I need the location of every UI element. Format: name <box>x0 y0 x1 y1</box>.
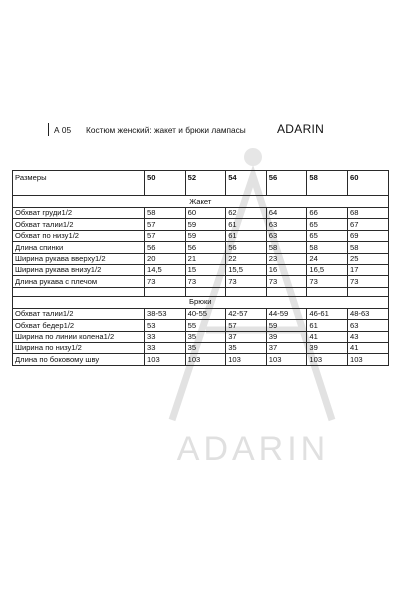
measurement-row <box>13 308 389 319</box>
measurement-label-cell: Обхват бедер1/2 <box>13 320 145 331</box>
size-header-cell: 60 <box>347 171 388 196</box>
measurement-value-cell: 41 <box>307 331 348 342</box>
size-header-row <box>13 171 389 196</box>
measurement-value-cell: 73 <box>145 276 186 287</box>
measurement-value-cell: 35 <box>185 342 226 353</box>
measurement-value-cell: 25 <box>347 253 388 264</box>
measurement-value-cell: 42-57 <box>226 308 267 319</box>
measurement-value-cell: 44-59 <box>266 308 307 319</box>
size-table-body <box>13 171 389 366</box>
measurement-row <box>13 242 389 253</box>
measurement-row <box>13 342 389 353</box>
size-header-cell: 52 <box>185 171 226 196</box>
measurement-value-cell: 56 <box>185 242 226 253</box>
size-header-cell: 58 <box>307 171 348 196</box>
size-header-cell: 50 <box>145 171 186 196</box>
measurement-value-cell: 41 <box>347 342 388 353</box>
measurement-value-cell: 59 <box>185 230 226 241</box>
measurement-label-cell: Ширина рукава вверху1/2 <box>13 253 145 264</box>
measurement-value-cell: 43 <box>347 331 388 342</box>
measurement-value-cell: 58 <box>347 242 388 253</box>
empty-cell <box>347 287 388 296</box>
measurement-value-cell: 22 <box>226 253 267 264</box>
measurement-row <box>13 320 389 331</box>
measurement-value-cell: 73 <box>347 276 388 287</box>
measurement-value-cell: 73 <box>226 276 267 287</box>
measurement-label-cell: Длина по боковому шву <box>13 354 145 365</box>
empty-cell <box>185 287 226 296</box>
watermark-text: ADARIN <box>176 430 330 468</box>
measurement-row <box>13 264 389 275</box>
product-title: Костюм женский: жакет и брюки лампасы <box>86 125 246 135</box>
measurement-value-cell: 65 <box>307 230 348 241</box>
measurement-value-cell: 59 <box>185 219 226 230</box>
empty-cell <box>13 287 145 296</box>
measurement-value-cell: 56 <box>145 242 186 253</box>
measurement-value-cell: 58 <box>145 208 186 219</box>
measurement-value-cell: 37 <box>266 342 307 353</box>
measurement-label-cell: Обхват груди1/2 <box>13 208 145 219</box>
measurement-label-cell: Ширина рукава внизу1/2 <box>13 264 145 275</box>
measurement-value-cell: 68 <box>347 208 388 219</box>
size-table <box>12 170 389 366</box>
measurement-value-cell: 53 <box>145 320 186 331</box>
empty-cell <box>226 287 267 296</box>
measurement-value-cell: 17 <box>347 264 388 275</box>
measurement-label-cell: Ширина по низу1/2 <box>13 342 145 353</box>
measurement-value-cell: 58 <box>266 242 307 253</box>
measurement-value-cell: 48-63 <box>347 308 388 319</box>
measurement-value-cell: 66 <box>307 208 348 219</box>
measurement-value-cell: 73 <box>307 276 348 287</box>
watermark-dot <box>244 148 262 166</box>
measurement-value-cell: 46-61 <box>307 308 348 319</box>
measurement-value-cell: 63 <box>266 219 307 230</box>
header-divider <box>48 123 49 136</box>
measurement-value-cell: 39 <box>307 342 348 353</box>
measurement-value-cell: 65 <box>307 219 348 230</box>
measurement-value-cell: 57 <box>226 320 267 331</box>
measurement-value-cell: 63 <box>266 230 307 241</box>
measurement-value-cell: 73 <box>266 276 307 287</box>
measurement-label-cell: Обхват талии1/2 <box>13 219 145 230</box>
size-label-cell: Размеры <box>13 171 145 196</box>
article-number: А 05 <box>54 125 72 135</box>
measurement-value-cell: 61 <box>307 320 348 331</box>
measurement-value-cell: 23 <box>266 253 307 264</box>
measurement-value-cell: 103 <box>185 354 226 365</box>
measurement-value-cell: 21 <box>185 253 226 264</box>
measurement-value-cell: 56 <box>226 242 267 253</box>
measurement-value-cell: 39 <box>266 331 307 342</box>
measurement-value-cell: 35 <box>226 342 267 353</box>
section-title-cell: Брюки <box>13 296 389 308</box>
measurement-label-cell: Длина спинки <box>13 242 145 253</box>
measurement-value-cell: 33 <box>145 331 186 342</box>
measurement-value-cell: 62 <box>226 208 267 219</box>
measurement-label-cell: Ширина по линии колена1/2 <box>13 331 145 342</box>
measurement-value-cell: 15,5 <box>226 264 267 275</box>
measurement-value-cell: 67 <box>347 219 388 230</box>
measurement-value-cell: 37 <box>226 331 267 342</box>
measurement-value-cell: 38-53 <box>145 308 186 319</box>
section-gap-row <box>13 287 389 296</box>
measurement-value-cell: 63 <box>347 320 388 331</box>
measurement-value-cell: 24 <box>307 253 348 264</box>
size-header-cell: 54 <box>226 171 267 196</box>
measurement-value-cell: 60 <box>185 208 226 219</box>
empty-cell <box>145 287 186 296</box>
measurement-value-cell: 55 <box>185 320 226 331</box>
measurement-value-cell: 103 <box>266 354 307 365</box>
empty-cell <box>307 287 348 296</box>
measurement-value-cell: 73 <box>185 276 226 287</box>
measurement-value-cell: 15 <box>185 264 226 275</box>
measurement-value-cell: 61 <box>226 219 267 230</box>
measurement-value-cell: 59 <box>266 320 307 331</box>
brand-name: ADARIN <box>277 122 325 136</box>
measurement-value-cell: 69 <box>347 230 388 241</box>
measurement-row <box>13 219 389 230</box>
empty-cell <box>266 287 307 296</box>
measurement-row <box>13 230 389 241</box>
measurement-value-cell: 35 <box>185 331 226 342</box>
measurement-value-cell: 57 <box>145 230 186 241</box>
measurement-value-cell: 16 <box>266 264 307 275</box>
measurement-value-cell: 58 <box>307 242 348 253</box>
measurement-value-cell: 57 <box>145 219 186 230</box>
measurement-row <box>13 331 389 342</box>
measurement-value-cell: 33 <box>145 342 186 353</box>
measurement-value-cell: 61 <box>226 230 267 241</box>
measurement-value-cell: 20 <box>145 253 186 264</box>
measurement-value-cell: 103 <box>145 354 186 365</box>
measurement-value-cell: 64 <box>266 208 307 219</box>
measurement-label-cell: Длина рукава с плечом <box>13 276 145 287</box>
measurement-label-cell: Обхват по низу1/2 <box>13 230 145 241</box>
measurement-value-cell: 103 <box>307 354 348 365</box>
size-header-cell: 56 <box>266 171 307 196</box>
measurement-row <box>13 253 389 264</box>
measurement-row <box>13 208 389 219</box>
section-title-row <box>13 196 389 208</box>
section-title-cell: Жакет <box>13 196 389 208</box>
measurement-value-cell: 103 <box>226 354 267 365</box>
measurement-row <box>13 354 389 365</box>
measurement-value-cell: 16,5 <box>307 264 348 275</box>
measurement-value-cell: 40-55 <box>185 308 226 319</box>
document-header <box>48 122 378 138</box>
section-title-row <box>13 296 389 308</box>
measurement-label-cell: Обхват талии1/2 <box>13 308 145 319</box>
measurement-value-cell: 14,5 <box>145 264 186 275</box>
measurement-row <box>13 276 389 287</box>
measurement-value-cell: 103 <box>347 354 388 365</box>
